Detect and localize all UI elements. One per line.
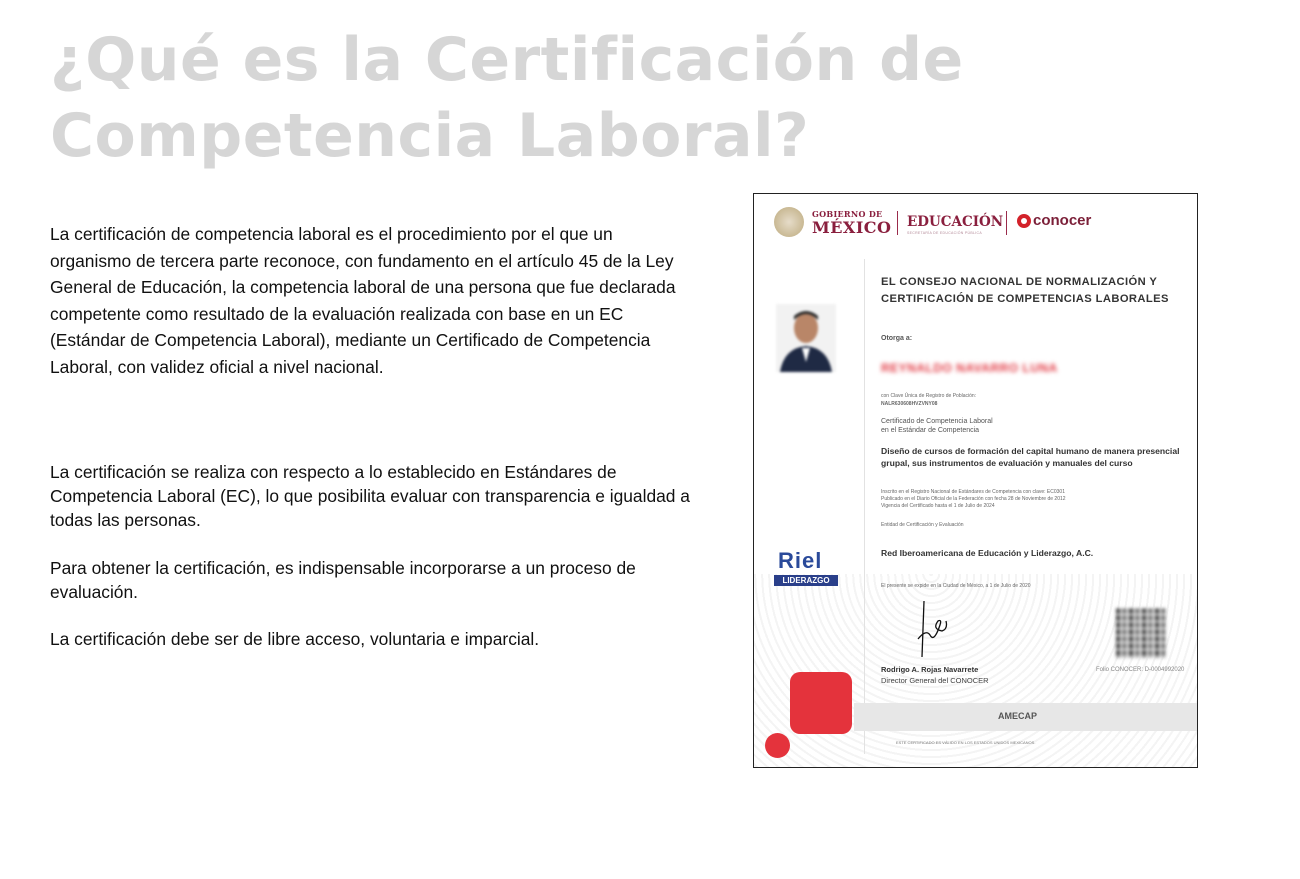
signer-name: Rodrigo A. Rojas Navarrete	[881, 665, 979, 674]
page-title-line-1: ¿Qué es la Certificación de	[50, 25, 964, 95]
certificate-type-line-1: Certificado de Competencia Laboral	[881, 418, 993, 425]
certificate-footer: ESTE CERTIFICADO ES VÁLIDO EN LOS ESTADOS UNIDOS MEXICANOS.	[896, 740, 1036, 745]
curp-label: con Clave Única de Registro de Población:	[881, 393, 977, 399]
logo-divider	[1006, 211, 1007, 235]
certificate-image	[753, 193, 1198, 768]
mexico-label: MÉXICO	[812, 218, 892, 237]
signer-role: Director General del CONOCER	[881, 676, 989, 685]
educacion-logo: EDUCACIÓN	[907, 214, 1004, 230]
educacion-subtitle: SECRETARÍA DE EDUCACIÓN PÚBLICA	[907, 231, 982, 235]
signature-image	[912, 599, 952, 659]
paragraph-standards: La certificación se realiza con respecto a lo establecido en Estándares de Competencia Laboral (EC), lo que posibilita evaluar con transparencia e igualdad a todas las personas.	[50, 462, 690, 530]
registry-line-2: Publicado en el Diario Oficial de la Federación con fecha 28 de Noviembre de 2012	[881, 496, 1066, 502]
logo-divider	[897, 211, 898, 235]
mexico-seal-icon	[774, 207, 804, 237]
certificate-type-line-2: en el Estándar de Competencia	[881, 427, 980, 434]
recipient-name: REYNALDO NAVARRO LUNA	[881, 361, 1058, 375]
gobierno-label: GOBIERNO DE	[812, 209, 883, 219]
amecap-logo: AMECAP	[998, 711, 1038, 721]
curp-value: NALR630608HVZVNY08	[881, 401, 938, 407]
riel-logo: Riel	[778, 548, 823, 573]
page-title-line-2: Competencia Laboral?	[50, 101, 810, 171]
otorga-label: Otorga a:	[881, 335, 913, 342]
conocer-logo-icon	[1017, 214, 1031, 228]
paragraph-requirement: Para obtener la certificación, es indispensable incorporarse a un proceso de evaluación.	[50, 558, 636, 602]
entity-label: Entidad de Certificación y Evaluación	[881, 522, 964, 528]
registry-line-1: Inscrito en el Registro Nacional de Estándares de Competencia con clave: EC0301	[881, 489, 1065, 495]
registry-line-3: Vigencia del Certificado hasta el 1 de Julio de 2024	[881, 503, 995, 509]
paragraph-definition: La certificación de competencia laboral es el procedimiento por el que un organismo de tercera parte reconoce, con fundamento en el artículo 45 de la Ley General de Educación, la competencia laboral de una persona que fue declarada competente como resultado de la evaluación realizada con base en un EC (Estándar de Competencia Laboral), mediante un Certificado de Competencia Laboral, con validez oficial a nivel nacional.	[50, 224, 676, 377]
conocer-logo: conocer	[1033, 212, 1092, 229]
standard-name: Diseño de cursos de formación del capital humano de manera presencial grupal, sus instrumentos de evaluación y manuales del curso	[881, 446, 1180, 468]
certificate-title: EL CONSEJO NACIONAL DE NORMALIZACIÓN Y CERTIFICACIÓN DE COMPETENCIAS LABORALES	[881, 276, 1169, 305]
folio-number: Folio CONOCER: D-0004992020	[1096, 667, 1185, 673]
red-dot-decoration	[765, 733, 790, 758]
certificate-divider	[864, 259, 865, 754]
page-title	[50, 22, 964, 174]
recipient-photo	[776, 304, 836, 372]
red-square-decoration	[790, 672, 852, 734]
paragraph-access: La certificación debe ser de libre acceso, voluntaria e imparcial.	[50, 629, 540, 649]
liderazgo-logo: LIDERAZGO	[774, 575, 838, 586]
entity-name: Red Iberoamericana de Educación y Liderazgo, A.C.	[881, 548, 1094, 558]
qr-code	[1116, 608, 1166, 658]
issue-statement: El presente se expide en la Ciudad de México, a 1 de Julio de 2020	[881, 583, 1031, 589]
